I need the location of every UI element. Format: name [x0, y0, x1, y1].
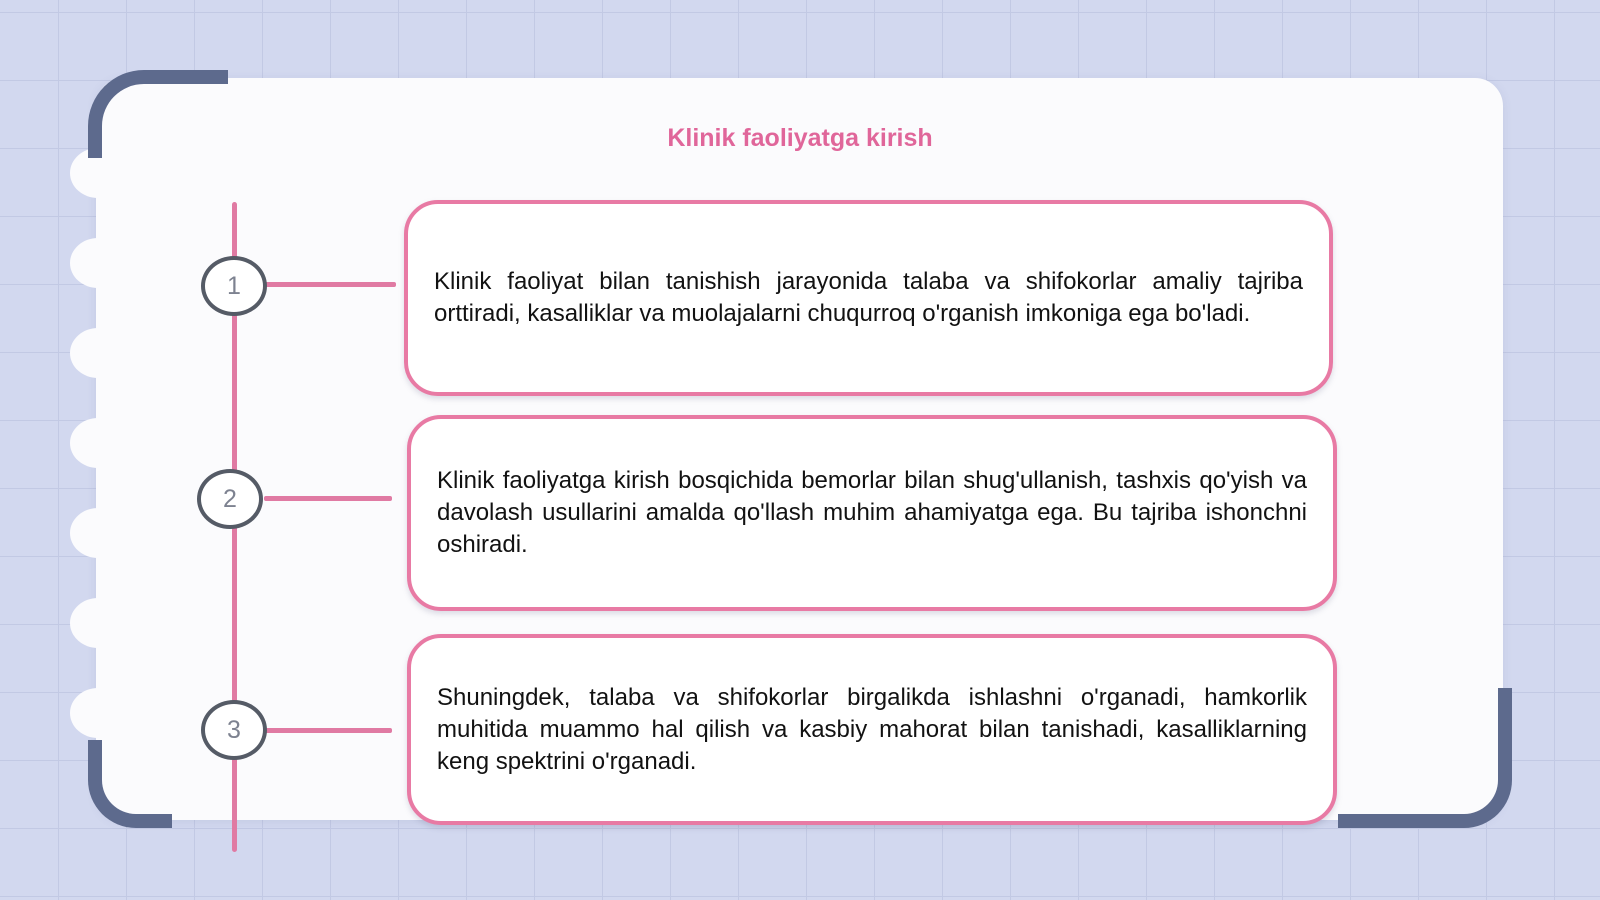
step-card — [407, 634, 1337, 825]
step-text: Klinik faoliyatga kirish bosqichida bemorlar bilan shug'ullanish, tashxis qo'yish va davolash usullarini amalda qo'llash muhim ahamiyatga ega. Bu tajriba ishonchni oshiradi. — [437, 467, 1307, 558]
sheet-scallop — [70, 688, 126, 738]
step-card — [407, 415, 1337, 611]
frame-corner-bottom-right — [1338, 688, 1512, 828]
timeline-connector — [264, 728, 392, 733]
timeline-connector — [264, 496, 392, 501]
step-number-badge: 2 — [197, 469, 263, 529]
step-card — [404, 200, 1333, 396]
sheet-scallop — [70, 418, 126, 468]
timeline-connector — [264, 282, 396, 287]
sheet-scallop — [70, 508, 126, 558]
step-number-badge: 3 — [201, 700, 267, 760]
sheet-scallop — [70, 328, 126, 378]
frame-corner-top-left — [88, 70, 228, 158]
step-text: Shuningdek, talaba va shifokorlar birgalikda ishlashni o'rganadi, hamkorlik muhitida muammo hal qilish va kasbiy mahorat bilan tanishadi, kasalliklarning keng spektrini o'rganadi. — [437, 683, 1307, 775]
sheet-scallop — [70, 238, 126, 288]
step-number-badge: 1 — [201, 256, 267, 316]
sheet-scallop — [70, 598, 126, 648]
frame-corner-bottom-left — [88, 740, 172, 828]
step-text: Klinik faoliyat bilan tanishish jarayonida talaba va shifokorlar amaliy tajriba orttiradi, kasalliklar va muolajalarni chuqurroq o'rganish imkoniga ega bo'ladi. — [434, 268, 1303, 327]
slide-title: Klinik faoliyatga kirish — [667, 124, 933, 152]
